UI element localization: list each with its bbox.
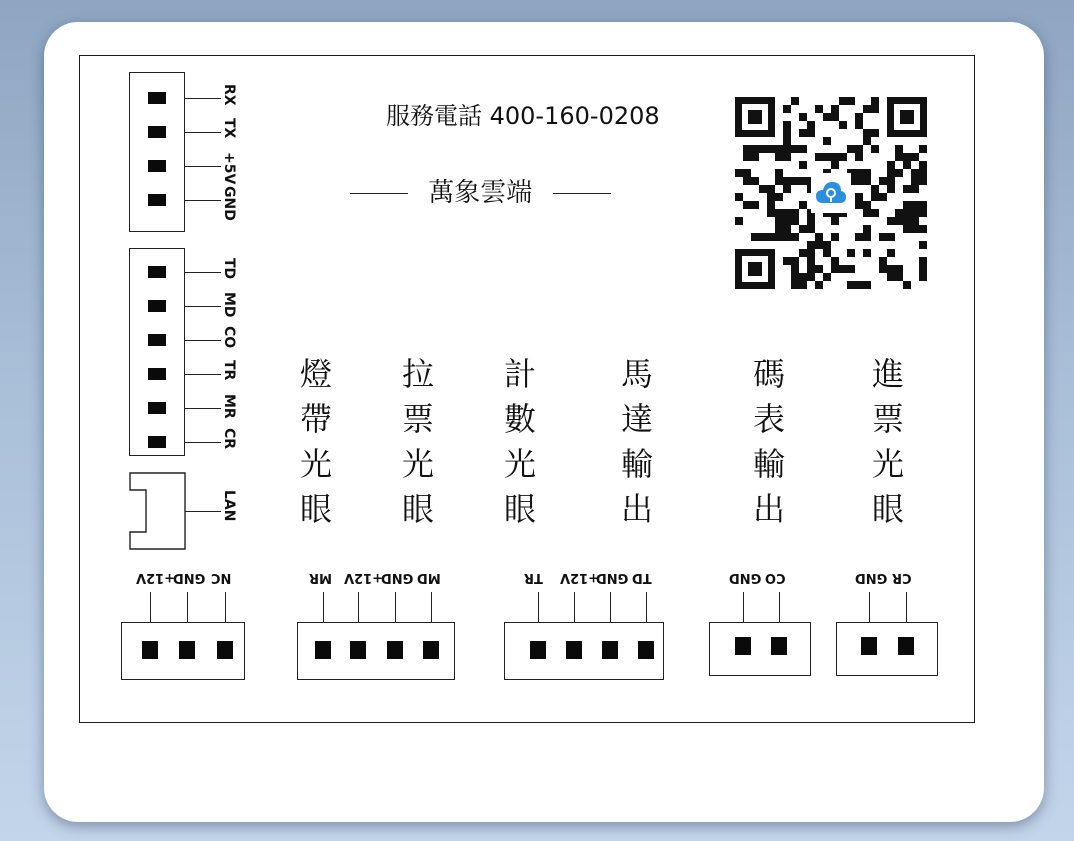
bottom-pin-pad <box>898 637 914 655</box>
bottom-pin-pad <box>387 641 403 659</box>
column-char: 出 <box>620 490 653 528</box>
column-char: 出 <box>752 490 785 528</box>
bottom-pin-lead <box>395 592 396 622</box>
bottom-pin-label: +12V <box>560 570 600 585</box>
column-char: 燈 <box>299 355 332 393</box>
cloud-icon <box>815 179 847 207</box>
service-phone: 服務電話 400-160-0208 <box>386 102 660 130</box>
serial-pin-pad <box>148 126 166 138</box>
serial-pin-lead <box>185 166 221 167</box>
sensor-pin-lead <box>185 374 221 375</box>
column-char: 眼 <box>401 490 434 528</box>
column-char: 碼 <box>752 355 785 393</box>
column-label-ticket-in <box>868 352 908 532</box>
column-char: 進 <box>871 355 904 393</box>
bottom-pin-label: CO <box>765 570 786 585</box>
column-char: 眼 <box>503 490 536 528</box>
sensor-pin-pad <box>148 334 166 346</box>
column-label-count <box>500 352 540 532</box>
column-label-motor <box>617 352 657 532</box>
bottom-connector-cr <box>836 622 938 676</box>
bottom-pin-lead <box>358 592 359 622</box>
column-char: 光 <box>299 445 332 483</box>
brand-dash-right <box>553 193 611 194</box>
bottom-pin-pad <box>423 641 439 659</box>
bottom-pin-lead <box>574 592 575 622</box>
column-char: 數 <box>503 400 536 438</box>
bottom-pin-pad <box>315 641 331 659</box>
bottom-pin-pad <box>861 637 877 655</box>
column-label-light-strip <box>296 352 336 532</box>
lan-lead <box>185 511 221 512</box>
column-char: 光 <box>871 445 904 483</box>
bottom-pin-label: GND <box>855 570 888 585</box>
sensor-pin-pad <box>148 436 166 448</box>
column-char: 光 <box>503 445 536 483</box>
lan-label: LAN <box>221 490 237 522</box>
bottom-pin-label: MR <box>309 570 332 585</box>
qr-code <box>735 97 927 289</box>
serial-pin-label-tx: TX <box>221 118 237 139</box>
bottom-connector-co <box>709 622 811 676</box>
bottom-pin-lead <box>150 592 151 622</box>
bottom-pin-label: NC <box>211 570 232 585</box>
sensor-pin-label-co: CO <box>221 326 237 349</box>
sensor-pin-pad <box>148 368 166 380</box>
bottom-pin-pad <box>217 641 233 659</box>
bottom-pin-lead <box>779 592 780 622</box>
sensor-pin-pad <box>148 402 166 414</box>
column-char: 拉 <box>401 355 434 393</box>
sensor-pin-lead <box>185 408 221 409</box>
bottom-pin-lead <box>187 592 188 622</box>
sensor-pin-label-md: MD <box>221 292 237 318</box>
column-char: 輸 <box>752 445 785 483</box>
bottom-pin-lead <box>610 592 611 622</box>
sensor-pin-lead <box>185 442 221 443</box>
column-char: 計 <box>503 355 536 393</box>
bottom-pin-label: +12V <box>344 570 384 585</box>
bottom-pin-lead <box>743 592 744 622</box>
brand-title <box>350 172 611 209</box>
bottom-pin-lead <box>869 592 870 622</box>
column-char: 票 <box>871 400 904 438</box>
bottom-pin-lead <box>431 592 432 622</box>
bottom-pin-pad <box>179 641 195 659</box>
lan-port <box>129 472 187 550</box>
column-char: 表 <box>752 400 785 438</box>
bottom-pin-pad <box>602 641 618 659</box>
serial-pin-label-gnd: GND <box>221 186 237 221</box>
serial-pin-lead <box>185 132 221 133</box>
serial-pin-pad <box>148 194 166 206</box>
bottom-pin-label: MD <box>417 570 441 585</box>
bottom-pin-pad <box>771 637 787 655</box>
bottom-pin-lead <box>646 592 647 622</box>
bottom-pin-lead <box>538 592 539 622</box>
sensor-connector <box>129 248 185 456</box>
bottom-pin-pad <box>530 641 546 659</box>
bottom-pin-label: GND <box>596 570 629 585</box>
serial-pin-label-plus5v: +5V <box>221 152 237 185</box>
column-char: 光 <box>401 445 434 483</box>
bottom-pin-label: GND <box>173 570 206 585</box>
sensor-pin-pad <box>148 266 166 278</box>
sensor-pin-pad <box>148 300 166 312</box>
bottom-pin-label: GND <box>381 570 414 585</box>
bottom-pin-lead <box>906 592 907 622</box>
column-char: 眼 <box>299 490 332 528</box>
bottom-pin-label: TR <box>524 570 543 585</box>
column-label-pull-ticket <box>398 352 438 532</box>
bottom-pin-pad <box>638 641 654 659</box>
sensor-pin-lead <box>185 340 221 341</box>
bottom-pin-pad <box>350 641 366 659</box>
bottom-pin-pad <box>566 641 582 659</box>
bottom-pin-label: TD <box>632 570 652 585</box>
bottom-pin-lead <box>323 592 324 622</box>
column-char: 馬 <box>620 355 653 393</box>
serial-pin-lead <box>185 200 221 201</box>
serial-pin-pad <box>148 92 166 104</box>
bottom-pin-label: CR <box>892 570 912 585</box>
column-label-meter <box>749 352 789 532</box>
bottom-pin-label: +12V <box>136 570 176 585</box>
serial-pin-lead <box>185 98 221 99</box>
column-char: 眼 <box>871 490 904 528</box>
sensor-pin-label-tr: TR <box>221 360 237 381</box>
brand-name: 萬象雲端 <box>428 178 533 208</box>
sensor-pin-label-td: TD <box>221 258 237 280</box>
bottom-pin-pad <box>735 637 751 655</box>
bottom-pin-lead <box>225 592 226 622</box>
brand-dash-left <box>350 193 408 194</box>
serial-pin-label-rx: RX <box>221 84 237 106</box>
sensor-pin-label-cr: CR <box>221 428 237 450</box>
sensor-pin-lead <box>185 306 221 307</box>
column-char: 票 <box>401 400 434 438</box>
column-char: 帶 <box>299 400 332 438</box>
serial-pin-pad <box>148 160 166 172</box>
sensor-pin-lead <box>185 272 221 273</box>
column-char: 輸 <box>620 445 653 483</box>
sensor-pin-label-mr: MR <box>221 394 237 419</box>
column-char: 達 <box>620 400 653 438</box>
bottom-pin-label: GND <box>729 570 762 585</box>
bottom-pin-pad <box>142 641 158 659</box>
